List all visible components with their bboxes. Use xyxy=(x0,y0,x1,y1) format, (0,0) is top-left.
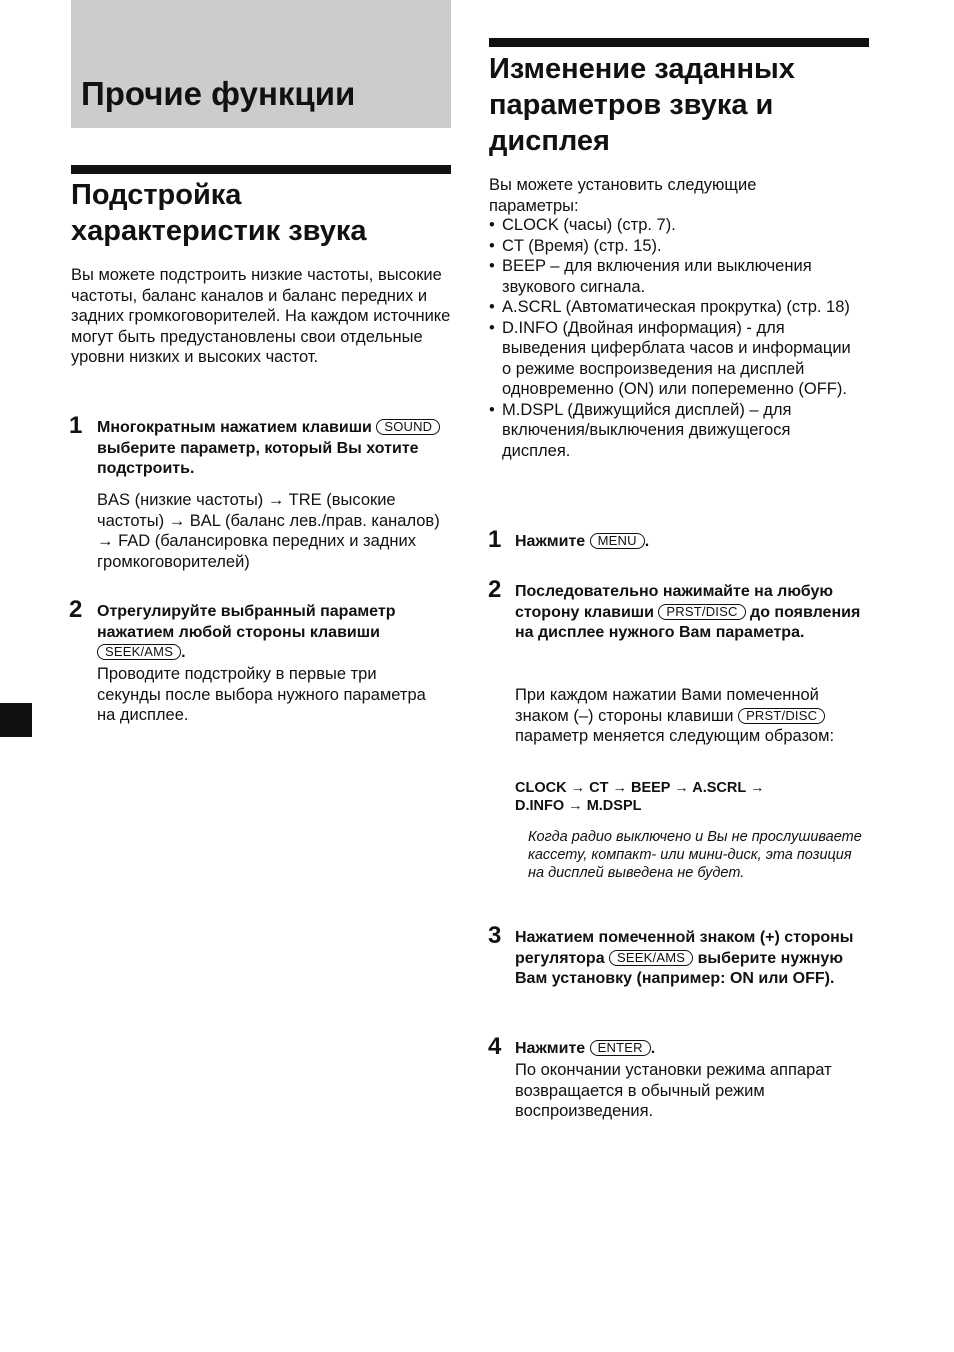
left-step2-number: 2 xyxy=(69,596,83,623)
right-step4-instruction: Нажмите ENTER . xyxy=(515,1040,656,1057)
right-step1-instruction: Нажмите MENU . xyxy=(515,533,650,550)
seek-ams-key: SEEK/AMS xyxy=(609,950,693,966)
section-rule-right xyxy=(489,38,869,47)
prst-disc-key: PRST/DISC xyxy=(738,708,825,724)
right-step3-number: 3 xyxy=(488,922,502,949)
list-item: • BEEP – для включения или выключения звукового сигнала. xyxy=(489,256,861,297)
right-step2-number: 2 xyxy=(488,576,502,603)
left-step1-instruction: Многократным нажатием клавиши SOUND выберите параметр, который Вы хотите подстроить. xyxy=(97,418,453,480)
left-section-heading: Подстройка характеристик звука xyxy=(71,179,367,247)
chapter-title: Прочие функции xyxy=(81,75,356,112)
left-step2-detail: Проводите подстройку в первые три секунды после выбора нужного параметра на дисплее. xyxy=(97,665,426,724)
enter-key: ENTER xyxy=(590,1040,651,1056)
left-intro: Вы можете подстроить низкие частоты, высокие частоты, баланс каналов и баланс передних и задних громкоговорителей. На каждом источнике могут быть предустановлены свои отдельные уровни низких и высоких частот. xyxy=(71,266,451,366)
list-item: • CLOCK (часы) (стр. 7). xyxy=(489,215,861,236)
parameter-sequence-line2: D.INFO → M.DSPL xyxy=(515,798,642,814)
settings-list xyxy=(489,215,861,461)
section-rule-left xyxy=(71,165,451,174)
right-step4-number: 4 xyxy=(488,1033,502,1060)
left-step1-number: 1 xyxy=(69,412,83,439)
left-step2-instruction: Отрегулируйте выбранный параметр нажатием любой стороны клавиши SEEK/AMS . xyxy=(97,603,396,661)
list-item: • A.SCRL (Автоматическая прокрутка) (стр. 18) xyxy=(489,297,861,318)
list-item: • M.DSPL (Движущийся дисплей) – для включения/выключения движущегося дисплея. xyxy=(489,400,861,462)
seek-ams-key: SEEK/AMS xyxy=(97,644,181,660)
right-step1-number: 1 xyxy=(488,526,502,553)
sound-key: SOUND xyxy=(376,419,440,435)
parameter-sequence-line1: CLOCK → CT → BEEP → A.SCRL → xyxy=(515,780,765,796)
right-step3-instruction: Нажатием помеченной знаком (+) стороны регулятора SEEK/AMS выберите нужную Вам установку (например: ON или OFF). xyxy=(515,929,854,987)
menu-key: MENU xyxy=(590,533,645,549)
right-step2-instruction: Последовательно нажимайте на любую сторону клавиши PRST/DISC до появления на дисплее нужного Вам параметра. xyxy=(515,583,861,641)
right-step2-detail: При каждом нажатии Вами помеченной знаком (–) стороны клавиши PRST/DISC параметр меняется следующим образом: xyxy=(515,686,835,745)
side-tab-marker xyxy=(0,703,32,737)
prst-disc-key: PRST/DISC xyxy=(658,604,745,620)
list-item: • D.INFO (Двойная информация) - для выведения циферблата часов и информации о режиме воспроизведения на дисплей одновременно (ON) или попеременно (OFF). xyxy=(489,318,861,400)
step2-note: Когда радио выключено и Вы не прослушиваете кассету, компакт- или мини-диск, эта позиция на дисплей выведена не будет. xyxy=(528,829,862,881)
right-intro: Вы можете установить следующие параметры: xyxy=(489,176,757,215)
left-step1-detail: BAS (низкие частоты) → TRE (высокие частоты) → BAL (баланс лев./прав. каналов) → FAD (балансировка передних и задних громкоговорителей) xyxy=(97,491,440,571)
right-section-heading: Изменение заданных параметров звука и дисплея xyxy=(489,53,795,157)
right-step4-detail: По окончании установки режима аппарат возвращается в обычный режим воспроизведения. xyxy=(515,1061,832,1120)
list-item: • CT (Время) (стр. 15). xyxy=(489,236,861,257)
